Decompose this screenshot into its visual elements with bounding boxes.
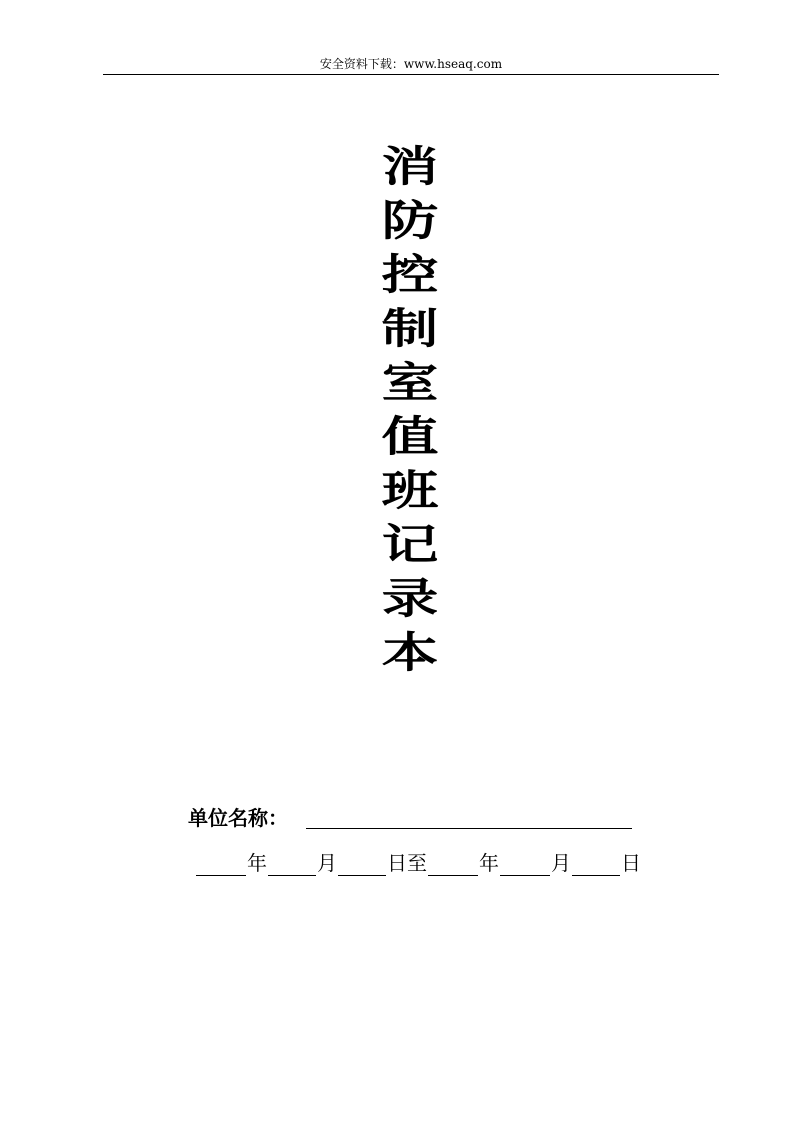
end-month-field[interactable]: [500, 851, 550, 876]
unit-name-row: [188, 804, 648, 834]
title-char: 防: [381, 196, 439, 245]
start-month-field[interactable]: [268, 851, 316, 876]
start-day-field[interactable]: [338, 851, 386, 876]
start-year-label: 年: [247, 851, 267, 875]
end-day-label: 日: [621, 851, 641, 875]
document-title: [340, 140, 480, 680]
unit-name-field[interactable]: [306, 828, 632, 829]
title-char: 录: [381, 574, 439, 623]
date-range-row: [196, 846, 666, 876]
unit-name-label: 单位名称：: [188, 806, 288, 830]
title-char: 班: [381, 466, 439, 515]
page-header: [103, 56, 719, 75]
header-text: 安全资料下载：www.hseaq.com: [319, 57, 503, 71]
title-char: 值: [381, 412, 439, 461]
start-year-field[interactable]: [196, 851, 246, 876]
title-char: 记: [381, 520, 439, 569]
start-day-to-label: 日至: [387, 851, 427, 875]
end-year-label: 年: [479, 851, 499, 875]
title-char: 制: [381, 304, 439, 353]
start-month-label: 月: [317, 851, 337, 875]
title-char: 本: [381, 628, 439, 677]
end-year-field[interactable]: [428, 851, 478, 876]
title-char: 室: [381, 358, 439, 407]
end-day-field[interactable]: [572, 851, 620, 876]
title-char: 控: [381, 250, 439, 299]
end-month-label: 月: [551, 851, 571, 875]
title-char: 消: [381, 142, 439, 191]
